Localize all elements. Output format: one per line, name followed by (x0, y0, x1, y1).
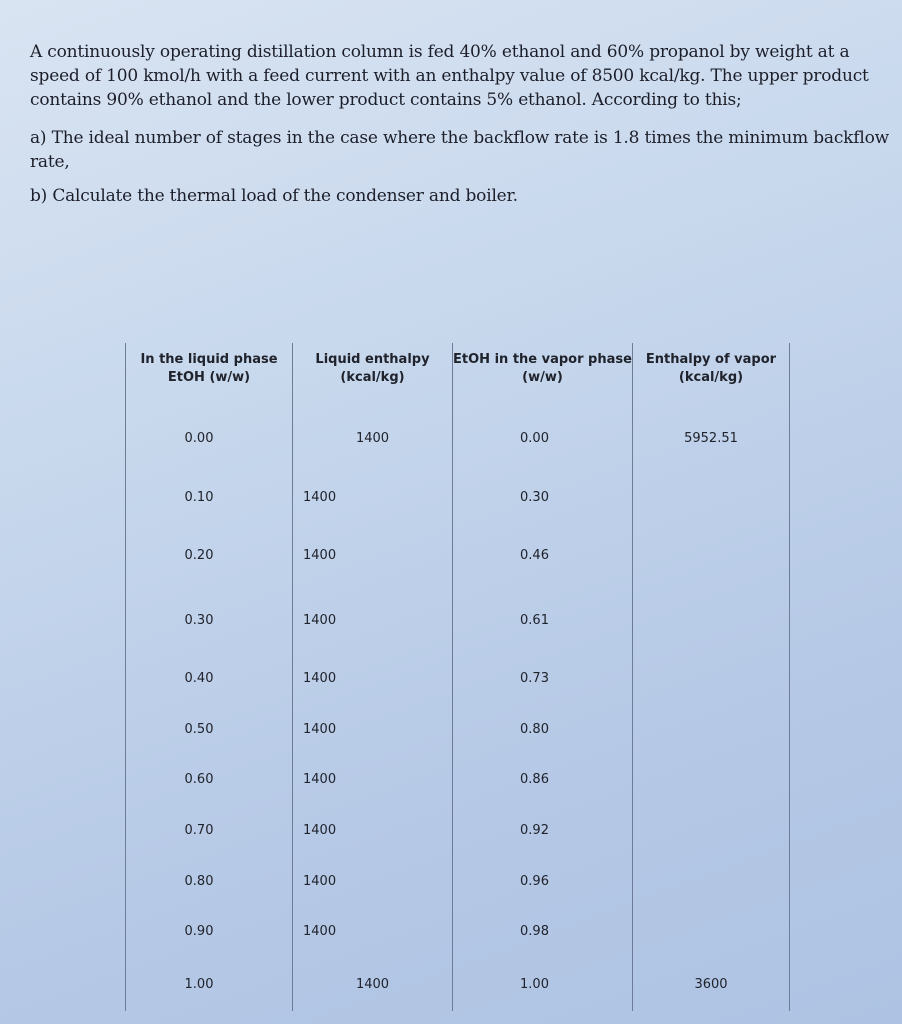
cell-vapor-etoh: 0.73 (453, 653, 633, 704)
cell-vapor-enthalpy (633, 588, 790, 653)
table-row (126, 805, 790, 856)
problem-intro: A continuously operating distillation column is fed 40% ethanol and 60% propanol by weight at a speed of 100 kmol/h with a feed current with an enthalpy value of 8500 kcal/kg. The upper product contains 90% ethanol and the lower product contains 5% ethanol. According to this; (30, 42, 869, 110)
cell-vapor-enthalpy (633, 704, 790, 755)
cell-liquid-enthalpy: 1400 (293, 429, 453, 472)
header-vapor-etoh: EtOH in the vapor phase (w/w) (453, 343, 633, 429)
cell-liquid-etoh: 0.30 (126, 588, 293, 653)
cell-vapor-enthalpy (633, 907, 790, 958)
cell-vapor-enthalpy (633, 856, 790, 907)
header-liquid-etoh: In the liquid phase EtOH (w/w) (126, 343, 293, 429)
cell-liquid-etoh: 0.10 (126, 472, 293, 523)
table-row (126, 472, 790, 523)
table-row (126, 907, 790, 958)
cell-liquid-enthalpy: 1400 (293, 472, 453, 523)
cell-liquid-etoh: 0.80 (126, 856, 293, 907)
cell-liquid-etoh: 0.20 (126, 523, 293, 588)
cell-vapor-etoh: 1.00 (453, 957, 633, 1011)
cell-liquid-etoh: 0.40 (126, 653, 293, 704)
cell-vapor-etoh: 0.96 (453, 856, 633, 907)
cell-liquid-enthalpy: 1400 (293, 523, 453, 588)
cell-liquid-etoh: 1.00 (126, 957, 293, 1011)
cell-vapor-enthalpy (633, 805, 790, 856)
equilibrium-data-table-container (125, 343, 789, 1011)
cell-vapor-enthalpy: 3600 (633, 957, 790, 1011)
cell-liquid-enthalpy: 1400 (293, 704, 453, 755)
problem-part-b: b) Calculate the thermal load of the condenser and boiler. (30, 186, 518, 206)
cell-liquid-enthalpy: 1400 (293, 653, 453, 704)
cell-vapor-etoh: 0.30 (453, 472, 633, 523)
cell-liquid-enthalpy: 1400 (293, 755, 453, 806)
problem-part-a: a) The ideal number of stages in the case where the backflow rate is 1.8 times the minimum backflow rate, (30, 128, 889, 172)
cell-liquid-enthalpy: 1400 (293, 907, 453, 958)
header-liquid-enthalpy: Liquid enthalpy (kcal/kg) (293, 343, 453, 429)
cell-liquid-etoh: 0.70 (126, 805, 293, 856)
cell-vapor-etoh: 0.92 (453, 805, 633, 856)
cell-liquid-etoh: 0.00 (126, 429, 293, 472)
cell-liquid-etoh: 0.50 (126, 704, 293, 755)
table-row (126, 523, 790, 588)
equilibrium-data-table (125, 343, 790, 1011)
table-row (126, 856, 790, 907)
header-vapor-enthalpy: Enthalpy of vapor (kcal/kg) (633, 343, 790, 429)
cell-vapor-etoh: 0.80 (453, 704, 633, 755)
cell-liquid-enthalpy: 1400 (293, 856, 453, 907)
cell-vapor-enthalpy (633, 653, 790, 704)
cell-vapor-etoh: 0.98 (453, 907, 633, 958)
cell-vapor-etoh: 0.00 (453, 429, 633, 472)
table-row (126, 957, 790, 1011)
cell-liquid-enthalpy: 1400 (293, 805, 453, 856)
cell-vapor-enthalpy: 5952.51 (633, 429, 790, 472)
table-row (126, 588, 790, 653)
cell-vapor-enthalpy (633, 472, 790, 523)
cell-liquid-enthalpy: 1400 (293, 957, 453, 1011)
table-row (126, 653, 790, 704)
cell-vapor-etoh: 0.61 (453, 588, 633, 653)
cell-vapor-enthalpy (633, 755, 790, 806)
cell-vapor-enthalpy (633, 523, 790, 588)
cell-liquid-etoh: 0.90 (126, 907, 293, 958)
table-row (126, 755, 790, 806)
cell-liquid-enthalpy: 1400 (293, 588, 453, 653)
table-row (126, 704, 790, 755)
problem-statement (30, 40, 898, 208)
table-header-row (126, 343, 790, 429)
cell-vapor-etoh: 0.86 (453, 755, 633, 806)
cell-liquid-etoh: 0.60 (126, 755, 293, 806)
table-row (126, 429, 790, 472)
cell-vapor-etoh: 0.46 (453, 523, 633, 588)
